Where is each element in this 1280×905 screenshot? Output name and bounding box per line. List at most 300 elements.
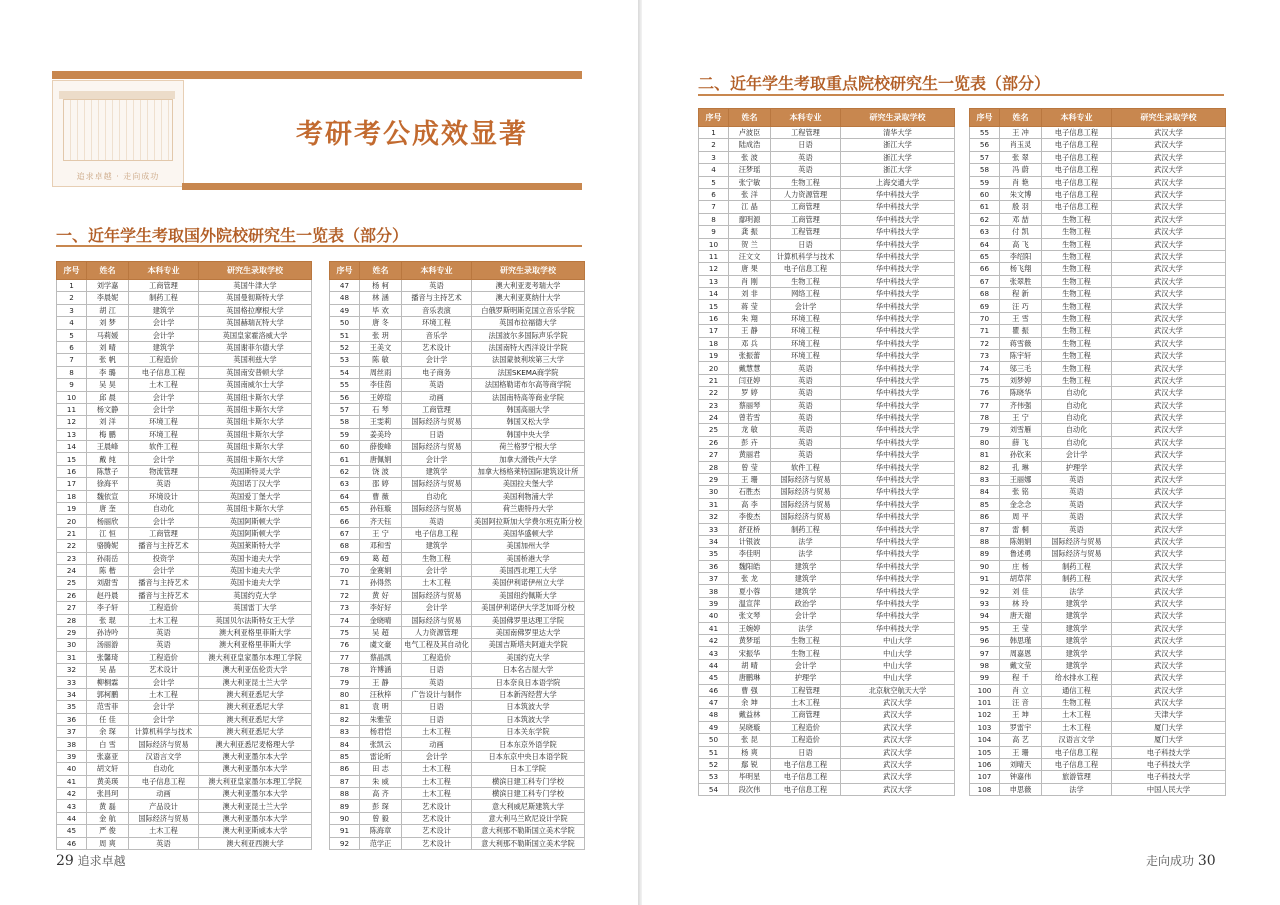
cell-no: 104: [970, 734, 1000, 746]
cell-major: 英语: [129, 639, 199, 651]
cell-school: 美国阿拉斯加大学费尔班克斯分校: [472, 515, 585, 527]
cell-major: 工程造价: [771, 721, 841, 733]
cell-no: 22: [57, 540, 87, 552]
cell-major: 英语: [129, 478, 199, 490]
cell-school: 日本东京中央日本语学院: [472, 750, 585, 762]
cell-no: 9: [57, 379, 87, 391]
table-row: [699, 734, 955, 746]
table-row: [330, 490, 585, 502]
cell-school: 美国伊利诺伊州立大学: [472, 577, 585, 589]
cell-major: 国际经济与贸易: [402, 478, 472, 490]
table-row: [970, 696, 1226, 708]
cell-school: 电子科技大学: [1112, 746, 1226, 758]
cell-name: 朱雅莹: [360, 713, 402, 725]
cell-no: 1: [57, 280, 87, 292]
table-row: [330, 701, 585, 713]
col-header-school: 研究生录取学校: [472, 262, 585, 280]
cell-no: 37: [57, 726, 87, 738]
table-row: [699, 312, 955, 324]
cell-no: 26: [57, 589, 87, 601]
table-row: [330, 614, 585, 626]
left-page: [0, 0, 638, 905]
cell-no: 5: [57, 329, 87, 341]
table-row: [699, 436, 955, 448]
cell-no: 15: [57, 453, 87, 465]
cell-school: 华中科技大学: [841, 275, 955, 287]
table-row: [57, 614, 312, 626]
table-row: [330, 800, 585, 812]
cell-major: 英语: [771, 436, 841, 448]
cell-major: 环境设计: [129, 490, 199, 502]
table-row: [330, 676, 585, 688]
cell-no: 14: [699, 288, 729, 300]
cell-name: 张馨琦: [87, 651, 129, 663]
cell-major: 动画: [402, 738, 472, 750]
table-row: [970, 312, 1226, 324]
cell-school: 法国南特高等商业学院: [472, 391, 585, 403]
cell-name: 鲁述勇: [1000, 548, 1042, 560]
cell-name: 王婷瑄: [360, 391, 402, 403]
cell-name: 刘 佳: [1000, 585, 1042, 597]
table-row: [970, 424, 1226, 436]
cell-no: 65: [970, 250, 1000, 262]
cell-no: 49: [699, 721, 729, 733]
table-row: [57, 540, 312, 552]
cell-major: 播音与主持艺术: [402, 292, 472, 304]
cell-no: 77: [330, 651, 360, 663]
cell-school: 武汉大学: [1112, 560, 1226, 572]
cell-major: 自动化: [1042, 424, 1112, 436]
cell-name: 冯 蔚: [1000, 164, 1042, 176]
cell-major: 英语: [1042, 486, 1112, 498]
cell-no: 64: [970, 238, 1000, 250]
cell-school: 武汉大学: [1112, 461, 1226, 473]
cell-school: 武汉大学: [1112, 325, 1226, 337]
cell-school: 武汉大学: [1112, 337, 1226, 349]
cell-school: 武汉大学: [1112, 151, 1226, 163]
table-row: [699, 399, 955, 411]
cell-no: 54: [330, 366, 360, 378]
table-row: [330, 527, 585, 539]
cell-name: 柳桐霖: [87, 676, 129, 688]
cell-school: 华中科技大学: [841, 337, 955, 349]
table-row: [699, 659, 955, 671]
cell-major: 艺术设计: [402, 825, 472, 837]
cell-school: 电子科技大学: [1112, 758, 1226, 770]
table-row: [699, 783, 955, 795]
table-row: [330, 750, 585, 762]
cell-name: 付 凯: [1000, 226, 1042, 238]
table-row: [57, 366, 312, 378]
cell-name: 汪 巧: [1000, 300, 1042, 312]
cell-major: 土木工程: [402, 788, 472, 800]
table-row: [699, 647, 955, 659]
cell-name: 孙诗吟: [87, 626, 129, 638]
cell-major: 会计学: [129, 564, 199, 576]
cell-major: 通信工程: [1042, 684, 1112, 696]
cell-major: 国际经济与贸易: [402, 589, 472, 601]
cell-no: 28: [699, 461, 729, 473]
cell-school: 华中科技大学: [841, 300, 955, 312]
table-row: [57, 676, 312, 688]
cell-no: 70: [330, 564, 360, 576]
cell-school: 美国加州大学: [472, 540, 585, 552]
cell-major: 法学: [1042, 783, 1112, 795]
cell-school: 日本关东学院: [472, 726, 585, 738]
cell-major: 土木工程: [771, 696, 841, 708]
cell-no: 10: [699, 238, 729, 250]
cell-name: 陈 楷: [87, 564, 129, 576]
cell-school: 英国纽卡斯尔大学: [199, 441, 312, 453]
cell-no: 82: [330, 713, 360, 725]
cell-no: 58: [330, 416, 360, 428]
table-row: [970, 635, 1226, 647]
cell-school: 英国南威尔士大学: [199, 379, 312, 391]
table-row: [330, 391, 585, 403]
cell-school: 英国约克大学: [199, 589, 312, 601]
cell-no: 56: [330, 391, 360, 403]
cell-major: 会计学: [129, 453, 199, 465]
cell-school: 武汉大学: [1112, 585, 1226, 597]
table-row: [699, 424, 955, 436]
cell-school: 澳大利亚斯威本大学: [199, 825, 312, 837]
cell-name: 梅 鹏: [87, 428, 129, 440]
cell-name: 王丽娜: [1000, 473, 1042, 485]
cell-major: 建筑学: [771, 560, 841, 572]
cell-school: 美国吉斯塔夫阿道夫学院: [472, 639, 585, 651]
cell-major: 电子信息工程: [402, 527, 472, 539]
cell-major: 电子信息工程: [1042, 139, 1112, 151]
cell-major: 国际经济与贸易: [402, 416, 472, 428]
cell-no: 62: [970, 213, 1000, 225]
cell-school: 武汉大学: [1112, 523, 1226, 535]
table-row: [330, 639, 585, 651]
cell-name: 胡文轩: [87, 763, 129, 775]
cell-name: 肖玉灵: [1000, 139, 1042, 151]
cell-major: 国际经济与贸易: [771, 486, 841, 498]
table-row: [330, 589, 585, 601]
foreign-table-2: [329, 261, 585, 850]
table-row: [970, 263, 1226, 275]
cell-no: 11: [57, 403, 87, 415]
cell-name: 邬三毛: [1000, 362, 1042, 374]
cell-major: 护理学: [1042, 461, 1112, 473]
cell-name: 李佳明: [729, 548, 771, 560]
cell-major: 国际经济与贸易: [771, 498, 841, 510]
domestic-table-1: [698, 108, 955, 796]
cell-name: 李绍阳: [1000, 250, 1042, 262]
cell-no: 74: [330, 614, 360, 626]
cell-name: 雷 桐: [1000, 523, 1042, 535]
cell-school: 浙江大学: [841, 151, 955, 163]
cell-no: 52: [699, 758, 729, 770]
cell-major: 自动化: [129, 503, 199, 515]
cell-no: 39: [57, 750, 87, 762]
cell-major: 会计学: [402, 453, 472, 465]
cell-major: 广告设计与制作: [402, 688, 472, 700]
cell-major: 音乐表演: [402, 304, 472, 316]
cell-name: 张嘉亚: [87, 750, 129, 762]
cell-no: 47: [699, 696, 729, 708]
cell-name: 刘甜雪: [87, 577, 129, 589]
cell-school: 英国赫瑞瓦特大学: [199, 317, 312, 329]
table-row: [970, 300, 1226, 312]
cell-name: 孙雨岳: [87, 552, 129, 564]
cell-school: 武汉大学: [1112, 250, 1226, 262]
cell-major: 会计学: [129, 329, 199, 341]
cell-name: 张 洋: [729, 188, 771, 200]
cell-name: 蔡丽琴: [729, 399, 771, 411]
cell-no: 25: [699, 424, 729, 436]
cell-no: 57: [970, 151, 1000, 163]
table-row: [699, 188, 955, 200]
table-row: [970, 771, 1226, 783]
cell-major: 生物工程: [1042, 696, 1112, 708]
cell-name: 杨丽欣: [87, 515, 129, 527]
cell-major: 土木工程: [1042, 721, 1112, 733]
col-header-major: 本科专业: [129, 262, 199, 280]
cell-school: 华中科技大学: [841, 585, 955, 597]
cell-name: 李晨妮: [87, 292, 129, 304]
cell-major: 建筑学: [1042, 610, 1112, 622]
cell-major: 英语: [1042, 473, 1112, 485]
cell-school: 武汉大学: [1112, 486, 1226, 498]
cell-name: 陈 敏: [360, 354, 402, 366]
cell-no: 38: [57, 738, 87, 750]
cell-name: 骆腾妮: [87, 540, 129, 552]
table-row: [330, 540, 585, 552]
cell-school: 澳大利亚格里菲斯大学: [199, 639, 312, 651]
table-row: [699, 672, 955, 684]
cell-major: 日语: [402, 664, 472, 676]
cell-name: 刘梦婷: [1000, 374, 1042, 386]
cell-name: 汪文文: [729, 250, 771, 262]
cell-name: 薛俊峰: [360, 441, 402, 453]
cell-major: 国际经济与贸易: [129, 738, 199, 750]
table-row: [699, 535, 955, 547]
col-header-name: 姓名: [87, 262, 129, 280]
cell-no: 22: [699, 387, 729, 399]
cell-name: 张 龙: [729, 573, 771, 585]
cell-school: 英国卡迪夫大学: [199, 552, 312, 564]
cell-name: 韩思瑾: [1000, 635, 1042, 647]
cell-major: 土木工程: [402, 763, 472, 775]
cell-school: 英国纽卡斯尔大学: [199, 391, 312, 403]
cell-school: 华中科技大学: [841, 350, 955, 362]
cell-major: 电气工程及其自动化: [402, 639, 472, 651]
cell-major: 工商管理: [129, 280, 199, 292]
table-row: [330, 626, 585, 638]
cell-name: 许博涵: [360, 664, 402, 676]
cell-no: 42: [57, 788, 87, 800]
cell-school: 澳大利亚西澳大学: [199, 837, 312, 849]
cell-school: 华中科技大学: [841, 597, 955, 609]
cell-name: 赵丹晨: [87, 589, 129, 601]
cell-school: 华中科技大学: [841, 424, 955, 436]
cell-no: 45: [699, 672, 729, 684]
cell-major: 会计学: [402, 602, 472, 614]
cell-name: 袁 明: [360, 701, 402, 713]
cell-school: 武汉大学: [1112, 387, 1226, 399]
cell-major: 建筑学: [771, 585, 841, 597]
top-banner-bar: [52, 71, 582, 79]
cell-name: 王美文: [360, 341, 402, 353]
table-row: [330, 738, 585, 750]
cell-no: 86: [970, 511, 1000, 523]
cell-major: 日语: [402, 701, 472, 713]
cell-major: 建筑学: [129, 304, 199, 316]
cell-no: 31: [57, 651, 87, 663]
cell-school: 武汉大学: [1112, 238, 1226, 250]
cell-school: 武汉大学: [1112, 659, 1226, 671]
cell-major: 制药工程: [1042, 560, 1112, 572]
cell-school: 武汉大学: [1112, 548, 1226, 560]
cell-no: 43: [57, 800, 87, 812]
campus-logo-image: [52, 80, 184, 187]
cell-name: 曾 莹: [729, 461, 771, 473]
cell-no: 34: [699, 535, 729, 547]
cell-major: 生物工程: [1042, 213, 1112, 225]
cell-name: 蒋雪薇: [1000, 337, 1042, 349]
cell-major: 建筑学: [1042, 659, 1112, 671]
cell-name: 朱 威: [360, 775, 402, 787]
table-row: [57, 688, 312, 700]
cell-name: 肖 立: [1000, 684, 1042, 696]
table-row: [970, 374, 1226, 386]
cell-no: 77: [970, 399, 1000, 411]
cell-school: 武汉大学: [841, 709, 955, 721]
table-row: [57, 428, 312, 440]
cell-major: 会计学: [771, 300, 841, 312]
cell-name: 魏阳皓: [729, 560, 771, 572]
cell-school: 厦门大学: [1112, 734, 1226, 746]
cell-major: 生物工程: [1042, 337, 1112, 349]
cell-school: 澳大利亚伍伦贡大学: [199, 664, 312, 676]
cell-no: 44: [57, 812, 87, 824]
cell-major: 国际经济与贸易: [771, 511, 841, 523]
cell-major: 法学: [771, 535, 841, 547]
cell-major: 电子信息工程: [129, 775, 199, 787]
cell-no: 70: [970, 312, 1000, 324]
cell-school: 武汉大学: [1112, 573, 1226, 585]
cell-no: 4: [699, 164, 729, 176]
table-row: [970, 238, 1226, 250]
cell-major: 会计学: [402, 750, 472, 762]
cell-school: 英国曼彻斯特大学: [199, 292, 312, 304]
cell-school: 英国格拉摩根大学: [199, 304, 312, 316]
table-row: [699, 300, 955, 312]
cell-name: 刘学嘉: [87, 280, 129, 292]
cell-major: 艺术设计: [402, 812, 472, 824]
cell-school: 美国华盛顿大学: [472, 527, 585, 539]
cell-major: 护理学: [771, 672, 841, 684]
cell-major: 自动化: [1042, 411, 1112, 423]
cell-name: 彭 琛: [360, 800, 402, 812]
left-footer: [56, 852, 126, 869]
cell-no: 46: [699, 684, 729, 696]
cell-major: 环境工程: [402, 317, 472, 329]
table-row: [970, 164, 1226, 176]
cell-major: 生物工程: [1042, 350, 1112, 362]
cell-no: 35: [57, 701, 87, 713]
cell-no: 106: [970, 758, 1000, 770]
table-row: [330, 428, 585, 440]
table-row: [57, 453, 312, 465]
table-row: [699, 635, 955, 647]
cell-school: 华中科技大学: [841, 449, 955, 461]
cell-name: 徐海平: [87, 478, 129, 490]
table-row: [699, 771, 955, 783]
cell-major: 法学: [771, 548, 841, 560]
table-row: [699, 164, 955, 176]
cell-major: 生物工程: [1042, 288, 1112, 300]
cell-school: 加拿大滑铁卢大学: [472, 453, 585, 465]
cell-no: 13: [699, 275, 729, 287]
cell-name: 高 艺: [1000, 734, 1042, 746]
cell-school: 浙江大学: [841, 164, 955, 176]
cell-name: 钟嘉伟: [1000, 771, 1042, 783]
cell-name: 刘晴天: [1000, 758, 1042, 770]
table-row: [699, 411, 955, 423]
cell-no: 105: [970, 746, 1000, 758]
cell-major: 英语: [771, 151, 841, 163]
cell-no: 85: [330, 750, 360, 762]
cell-name: 薛 飞: [1000, 436, 1042, 448]
cell-school: 英国皇家霍洛威大学: [199, 329, 312, 341]
cell-name: 肖 艳: [1000, 176, 1042, 188]
cell-name: 葛 超: [360, 552, 402, 564]
cell-school: 意大利那不勒斯国立美术学院: [472, 825, 585, 837]
cell-name: 王 静: [360, 676, 402, 688]
cell-school: 澳大利亚昆士兰大学: [199, 676, 312, 688]
cell-no: 51: [330, 329, 360, 341]
cell-school: 英国布拉福德大学: [472, 317, 585, 329]
cell-name: 孔 琳: [1000, 461, 1042, 473]
cell-major: 自动化: [1042, 387, 1112, 399]
cell-major: 生物工程: [1042, 312, 1112, 324]
cell-no: 66: [330, 515, 360, 527]
cell-school: 韩国又松大学: [472, 416, 585, 428]
cell-major: 会计学: [771, 659, 841, 671]
cell-no: 21: [699, 374, 729, 386]
cell-name: 陈慧子: [87, 465, 129, 477]
cell-major: 艺术设计: [402, 341, 472, 353]
logo-caption: 追求卓越 · 走向成功: [76, 172, 160, 181]
cell-school: 中山大学: [841, 647, 955, 659]
cell-no: 14: [57, 441, 87, 453]
cell-no: 19: [699, 350, 729, 362]
page-title: 考研考公成效显著: [296, 119, 528, 150]
cell-major: 物流管理: [129, 465, 199, 477]
cell-school: 英国雷丁大学: [199, 602, 312, 614]
table-row: [970, 473, 1226, 485]
cell-name: 高 飞: [1000, 238, 1042, 250]
cell-no: 49: [330, 304, 360, 316]
cell-school: 华中科技大学: [841, 573, 955, 585]
cell-school: 华中科技大学: [841, 399, 955, 411]
cell-major: 土木工程: [402, 726, 472, 738]
cell-name: 任 佳: [87, 713, 129, 725]
cell-no: 16: [699, 312, 729, 324]
col-header-name: 姓名: [360, 262, 402, 280]
cell-name: 卢波臣: [729, 127, 771, 139]
cell-no: 72: [970, 337, 1000, 349]
cell-name: 陈海章: [360, 825, 402, 837]
table-row: [970, 721, 1226, 733]
cell-name: 金念念: [1000, 498, 1042, 510]
cell-name: 张 昆: [729, 734, 771, 746]
cell-no: 50: [330, 317, 360, 329]
